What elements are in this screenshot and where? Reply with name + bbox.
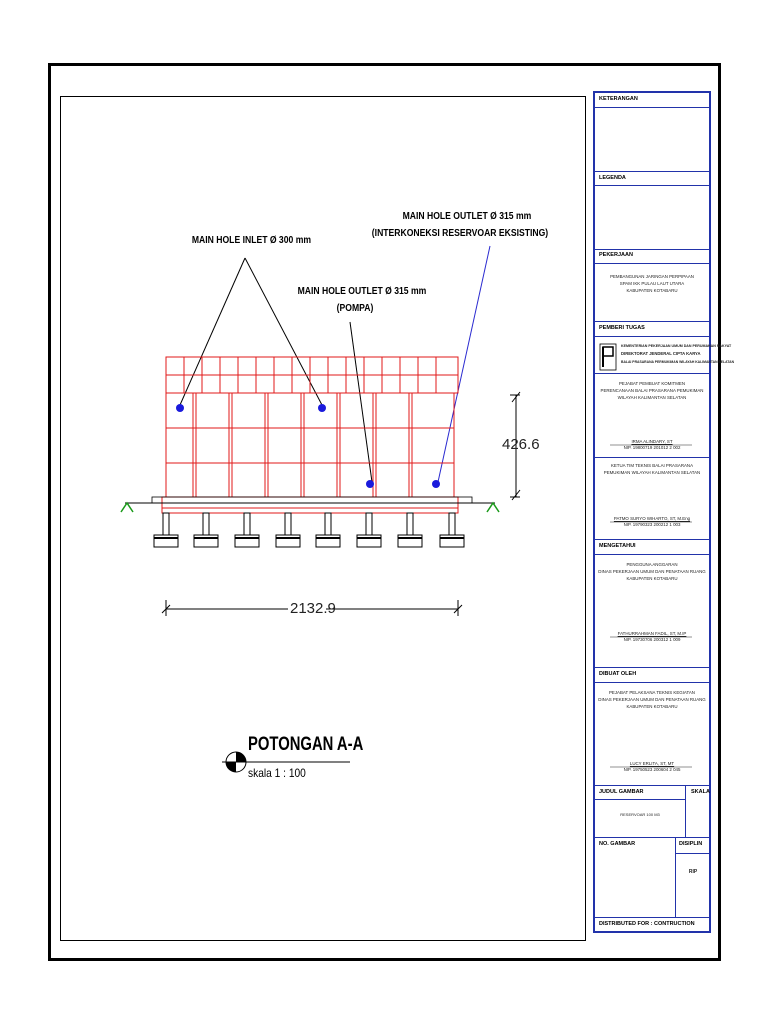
no-gambar-heading: NO. GAMBAR [599, 841, 636, 847]
divider [595, 785, 709, 786]
pump-outlet-annotation-line1: MAIN HOLE OUTLET Ø 315 mm [297, 285, 427, 297]
dibuat-oleh-line: DINAS PEKERJAAN UMUM DAN PENATAAN RUANG [598, 697, 706, 702]
official1-role: WILAYAH KALIMANTAN SELATAN [617, 395, 687, 400]
pekerjaan-line: PEMBANGUNAN JARINGAN PERPIPAAN [610, 274, 694, 279]
divider [595, 263, 709, 264]
official1-role: PEJABAT PEMBUAT KOMITMEN [618, 381, 686, 386]
disiplin-heading: DISIPLIN [679, 841, 703, 847]
divider [595, 837, 709, 838]
pile-stem [366, 513, 372, 535]
official1-nip: NIP. 19800719 201012 2 002 [623, 445, 681, 450]
pekerjaan-heading: PEKERJAAN [599, 252, 633, 258]
pile-footing [235, 535, 259, 547]
pemberi-tugas-heading: PEMBERI TUGAS [599, 325, 645, 331]
mengetahui-line: DINAS PEKERJAAN UMUM DAN PENATAAN RUANG [598, 569, 706, 574]
directorate-line: DIREKTORAT JENDERAL CIPTA KARYA [621, 351, 701, 356]
divider [595, 336, 709, 337]
title-block [593, 91, 735, 933]
inlet-marker-2 [318, 404, 326, 412]
official1-name: IRMA ALINDARY, ST [631, 439, 673, 444]
pile-stem [407, 513, 413, 535]
inlet-marker-1 [176, 404, 184, 412]
official2-role: PEMUKIMAN WILAYAH KALIMANTAN SELATAN [603, 470, 701, 475]
skala-heading: SKALA [691, 789, 710, 795]
pile-footing [357, 535, 381, 547]
base-slab-outline [152, 497, 472, 503]
distributed-label: DISTRIBUTED FOR : CONTRUCTION [599, 921, 695, 927]
judul-gambar-value: RESERVOAR 100 M3 [620, 812, 660, 817]
divider [595, 171, 709, 172]
dibuat-oleh-name: LUCY ERLITA, ST, MT [629, 761, 675, 766]
disiplin-value: RIP [688, 869, 698, 875]
pile-stem [449, 513, 455, 535]
divider [595, 107, 709, 108]
divider [675, 837, 676, 917]
inlet-leaders [180, 258, 322, 405]
inlet-annotation: MAIN HOLE INLET Ø 300 mm [191, 234, 312, 246]
official2-role: KETUA TIM TEKNIS BALAI PRASARANA [610, 463, 694, 468]
pile-footing [398, 535, 422, 547]
length-dimension-label: 2132.9 [290, 600, 336, 617]
pump-outlet-marker [366, 480, 374, 488]
divider [595, 185, 709, 186]
mengetahui-line: KABUPATEN KOTABARU [626, 576, 678, 581]
divider [595, 682, 709, 683]
divider [675, 853, 711, 854]
mengetahui-name: FATHURRAHMAN FADIL, ST, M.IP [617, 631, 687, 636]
divider [595, 539, 709, 540]
reservoir-structure [162, 357, 458, 513]
pump-outlet-annotation-line2: (POMPA) [336, 302, 374, 314]
keterangan-heading: KETERANGAN [599, 96, 638, 102]
pile-footings [154, 513, 464, 547]
dibuat-oleh-nip: NIP. 19750523 200604 2 045 [623, 767, 681, 772]
official1-role: PERENCANAAN BALAI PRASARANA PEMUKIMAN [600, 388, 704, 393]
pile-stem [244, 513, 250, 535]
section-scale: skala 1 : 100 [248, 766, 306, 780]
legenda-heading: LEGENDA [599, 175, 626, 181]
mengetahui-nip: NIP. 19730706 200312 1 009 [623, 637, 681, 642]
height-dimension-label: 426.6 [502, 436, 540, 453]
pile-footing [276, 535, 300, 547]
interconnect-outlet-leader [438, 246, 490, 482]
dibuat-oleh-heading: DIBUAT OLEH [599, 671, 637, 677]
pile-footing [440, 535, 464, 547]
pekerjaan-line: SPAM IKK PULAU LAUT UTARA [619, 281, 685, 286]
pile-footing [316, 535, 340, 547]
official2-name: PATMO SURYO WIHARTO, ST, M.Eng [613, 516, 691, 521]
divider [595, 799, 685, 800]
dibuat-oleh-line: KABUPATEN KOTABARU [626, 704, 678, 709]
pile-footing [154, 535, 178, 547]
mengetahui-line: PENGGUNA ANGGARAN [626, 562, 678, 567]
balai-line: BALAI PRASARANA PERMUKIMAN WILAYAH KALIMANTAN SELATAN [621, 360, 735, 364]
pile-footing [194, 535, 218, 547]
dibuat-oleh-line: PEJABAT PELAKSANA TEKNIS KEGIATAN [609, 690, 695, 695]
divider [595, 321, 709, 322]
divider [685, 785, 686, 837]
pile-stem [325, 513, 331, 535]
interconnect-outlet-annotation-line1: MAIN HOLE OUTLET Ø 315 mm [402, 210, 532, 222]
interconnect-outlet-annotation-line2: (INTERKONEKSI RESERVOAR EKSISTING) [371, 227, 549, 239]
divider [595, 249, 709, 250]
section-title: POTONGAN A-A [248, 734, 364, 755]
pump-outlet-leader [350, 322, 372, 482]
pile-stem [203, 513, 209, 535]
ground-mark-right [487, 503, 499, 512]
pekerjaan-line: KABUPATEN KOTABARU [626, 288, 678, 293]
divider [595, 917, 709, 918]
divider [595, 457, 709, 458]
interconnect-outlet-marker [432, 480, 440, 488]
ministry-line: KEMENTERIAN PEKERJAAN UMUM DAN PERUMAHAN RAKYAT [621, 344, 732, 348]
judul-gambar-heading: JUDUL GAMBAR [599, 789, 644, 795]
divider [595, 373, 709, 374]
divider [595, 667, 709, 668]
official2-nip: NIP. 19790323 200212 1 003 [623, 522, 681, 527]
divider [595, 554, 709, 555]
pile-stem [163, 513, 169, 535]
mengetahui-heading: MENGETAHUI [599, 543, 636, 549]
pile-stem [285, 513, 291, 535]
ground-mark-left [121, 503, 133, 512]
